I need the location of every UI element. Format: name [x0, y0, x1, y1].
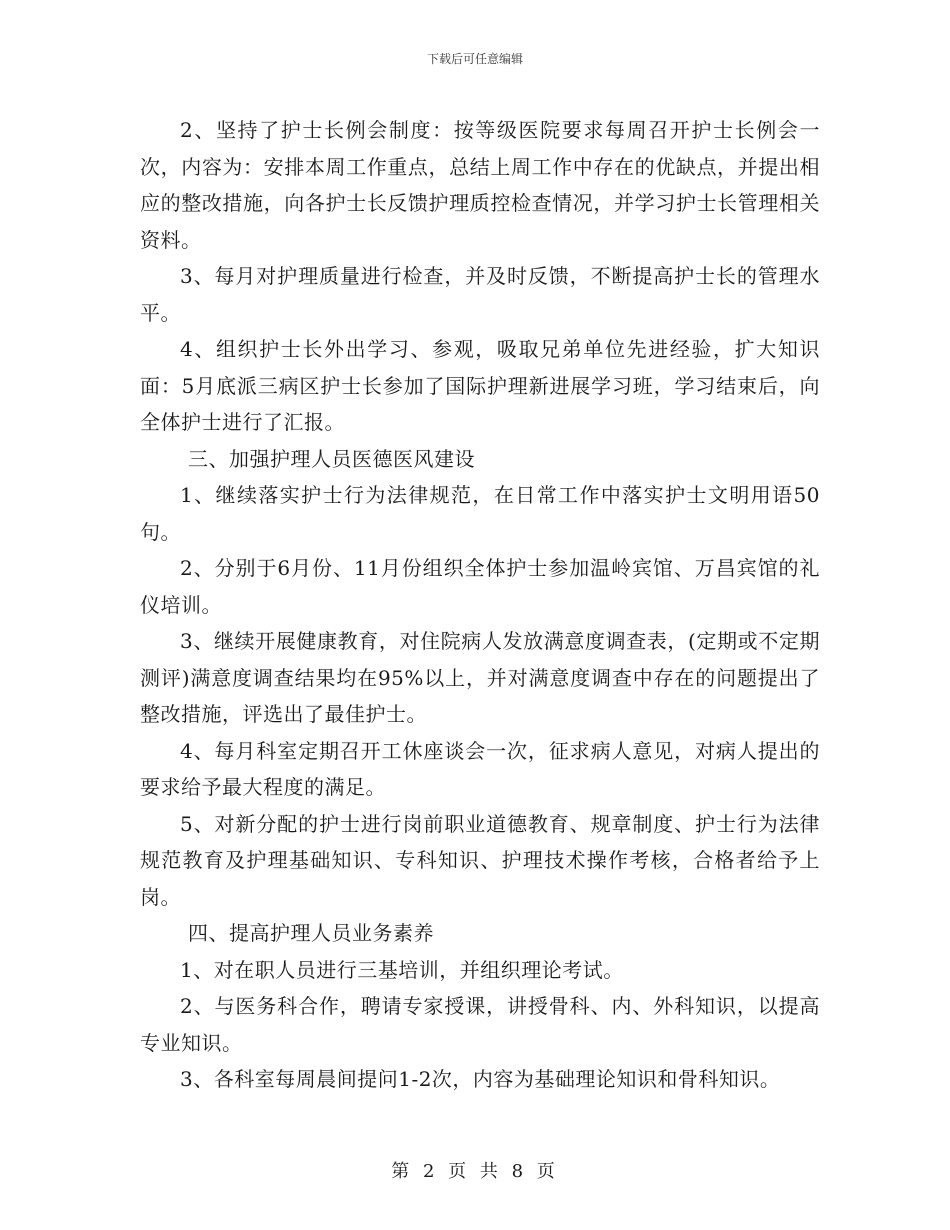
paragraph: 1、对在职人员进行三基培训，并组织理论考试。 [180, 957, 624, 982]
paragraph: 1、继续落实护士行为法律规范，在日常工作中落实护士文明用语50句。 [140, 483, 820, 544]
paragraph: 2、分别于6月份、11月份组织全体护士参加温岭宾馆、万昌宾馆的礼仪培训。 [140, 556, 820, 617]
paragraph: 4、每月科室定期召开工休座谈会一次，征求病人意见，对病人提出的要求给予最大程度的满足。 [140, 738, 820, 799]
paragraph: 3、继续开展健康教育，对住院病人发放满意度调查表，(定期或不定期测评)满意度调查结果均在95%以上，并对满意度调查中存在的问题提出了整改措施，评选出了最佳护士。 [140, 629, 820, 726]
page-footer [0, 1157, 950, 1183]
section-heading: 三、加强护理人员医德医风建设 [188, 446, 475, 471]
page-header: 下载后可任意编辑 [426, 52, 523, 66]
document-body [140, 112, 820, 1098]
paragraph: 2、坚持了护士长例会制度：按等级医院要求每周召开护士长例会一次，内容为：安排本周工作重点，总结上周工作中存在的优缺点，并提出相应的整改措施，向各护士长反馈护理质控检查情况，并学习护士长管理相关资料。 [140, 118, 820, 252]
paragraph: 3、每月对护理质量进行检查，并及时反馈，不断提高护士长的管理水平。 [140, 264, 820, 325]
paragraph: 5、对新分配的护士进行岗前职业道德教育、规章制度、护士行为法律规范教育及护理基础知识、专科知识、护理技术操作考核，合格者给予上岗。 [140, 811, 820, 909]
paragraph: 4、组织护士长外出学习、参观，吸取兄弟单位先进经验，扩大知识面：5月底派三病区护士长参加了国际护理新进展学习班，学习结束后，向全体护士进行了汇报。 [140, 337, 820, 434]
paragraph: 3、各科室每周晨间提问1-2次，内容为基础理论知识和骨科知识。 [180, 1067, 781, 1091]
page-number: 第 2 页 共 8 页 [391, 1161, 559, 1182]
paragraph: 2、与医务科合作，聘请专家授课，讲授骨科、内、外科知识，以提高专业知识。 [140, 994, 820, 1055]
section-heading: 四、提高护理人员业务素养 [188, 921, 434, 945]
